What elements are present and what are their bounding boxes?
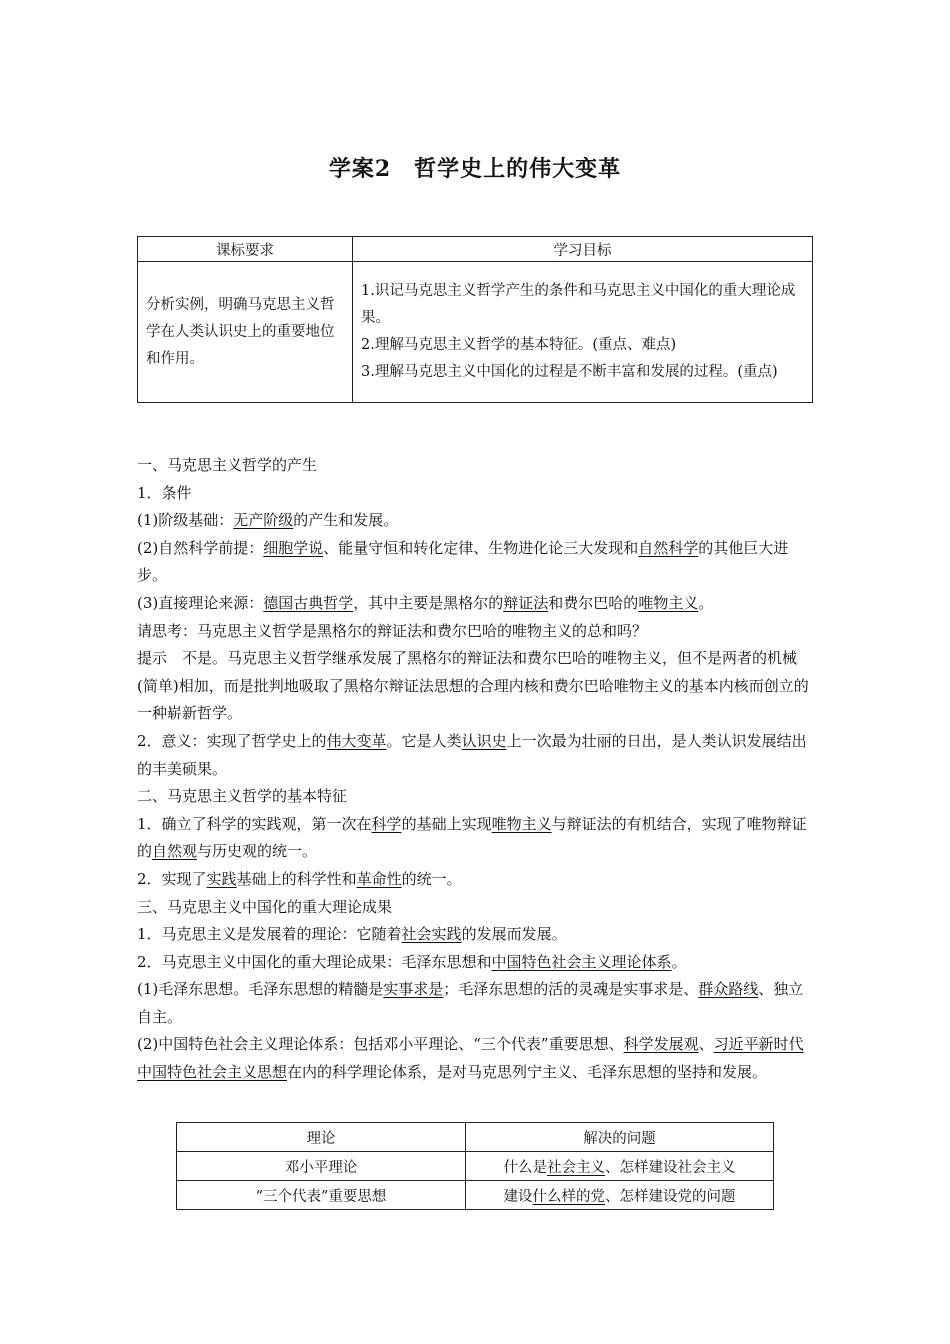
- answer-blank: 辩证法: [503, 593, 549, 612]
- objective-item: 1.识记马克思主义哲学产生的条件和马克思主义中国化的重大理论成果。: [361, 283, 796, 326]
- paragraph: 1．马克思主义是发展着的理论：它随着社会实践的发展而发展。: [137, 925, 567, 944]
- hint: 提示 不是。马克思主义哲学继承发展了黑格尔的辩证法和费尔巴哈的唯物主义，但不是两者的机械(简单)相加，而是批判地吸取了黑格尔辩证法思想的合理内核和费尔巴哈唯物主义的基本内核而创立的一种崭新哲学。: [137, 649, 809, 723]
- answer-blank: 细胞学说: [263, 538, 324, 557]
- table-header: 课标要求: [138, 237, 353, 262]
- paragraph: (1)阶级基础：无产阶级的产生和发展。: [137, 511, 399, 530]
- theory-table: [176, 1122, 774, 1210]
- section-heading: 三、马克思主义中国化的重大理论成果: [137, 897, 393, 916]
- objectives-cell: [353, 262, 813, 403]
- table-header: 解决的问题: [466, 1123, 774, 1152]
- paragraph: 2．意义：实现了哲学史上的伟大变革。它是人类认识史上一次最为壮丽的日出，是人类认识发展结出的丰美硕果。: [137, 731, 807, 778]
- main-content: [137, 452, 817, 1087]
- paragraph: 2．实现了实践基础上的科学性和革命性的统一。: [137, 869, 462, 888]
- paragraph: (2)自然科学前提：细胞学说、能量守恒和转化定律、生物进化论三大发现和自然科学的其他巨大进步。: [137, 538, 789, 585]
- theory-cell: “三个代表”重要思想: [177, 1181, 466, 1210]
- answer-blank: 唯物主义: [491, 814, 552, 833]
- answer-blank: 无产阶级: [233, 511, 294, 530]
- section-heading: 一、马克思主义哲学的产生: [137, 456, 318, 474]
- answer-blank: 科学发展观: [623, 1035, 699, 1054]
- answer-blank: 实事求是: [383, 980, 444, 999]
- answer-blank: 实践: [206, 869, 237, 888]
- paragraph: 2．马克思主义中国化的重大理论成果：毛泽东思想和中国特色社会主义理论体系。: [137, 952, 687, 971]
- requirement-cell: 分析实例，明确马克思主义哲学在人类认识史上的重要地位和作用。: [138, 262, 353, 403]
- answer-blank: 什么样的党: [532, 1188, 605, 1205]
- table-header: 学习目标: [353, 237, 813, 262]
- objective-item: 3.理解马克思主义中国化的过程是不断丰富和发展的过程。(重点): [361, 364, 778, 380]
- problem-cell: 什么是社会主义、怎样建设社会主义: [466, 1152, 774, 1181]
- answer-blank: 社会实践: [401, 925, 462, 944]
- answer-blank: 自然观: [152, 842, 198, 861]
- answer-blank: 中国特色社会主义理论体系: [491, 952, 672, 971]
- answer-blank: 伟大变革: [326, 731, 387, 750]
- answer-blank: 社会主义: [547, 1159, 605, 1176]
- paragraph: 1．确立了科学的实践观，第一次在科学的基础上实现唯物主义与辩证法的有机结合，实现了唯物辩证的自然观与历史观的统一。: [137, 814, 807, 861]
- table-header: 理论: [177, 1123, 466, 1152]
- question: 请思考：马克思主义哲学是黑格尔的辩证法和费尔巴哈的唯物主义的总和吗？: [137, 621, 648, 640]
- answer-blank: 德国古典哲学: [263, 593, 354, 612]
- paragraph: (3)直接理论来源：德国古典哲学，其中主要是黑格尔的辩证法和费尔巴哈的唯物主义。: [137, 593, 714, 612]
- objective-item: 2.理解马克思主义哲学的基本特征。(重点、难点): [361, 337, 677, 353]
- goals-table: [137, 236, 813, 403]
- answer-blank: 科学: [371, 814, 402, 833]
- paragraph: (1)毛泽东思想。毛泽东思想的精髓是实事求是；毛泽东思想的活的灵魂是实事求是、群众路线、独立自主。: [137, 980, 804, 1026]
- answer-blank: 唯物主义: [638, 593, 699, 612]
- answer-blank: 认识史: [461, 731, 507, 750]
- problem-cell: 建设什么样的党、怎样建设党的问题: [466, 1181, 774, 1210]
- page-title: 学案2 哲学史上的伟大变革: [328, 156, 622, 182]
- answer-blank: 群众路线: [698, 980, 759, 999]
- table-row: [177, 1152, 774, 1181]
- paragraph: (2)中国特色社会主义理论体系：包括邓小平理论、“三个代表”重要思想、科学发展观、习近平新时代中国特色社会主义思想在内的科学理论体系，是对马克思列宁主义、毛泽东思想的坚持和发展。: [137, 1035, 804, 1082]
- answer-blank: 革命性: [356, 869, 402, 888]
- subsection-heading: 1．条件: [137, 483, 192, 502]
- answer-blank: 习近平新时代中国特色社会主义思想: [137, 1035, 804, 1082]
- answer-blank: 自然科学: [638, 538, 699, 557]
- theory-cell: 邓小平理论: [177, 1152, 466, 1181]
- table-row: [177, 1181, 774, 1210]
- section-heading: 二、马克思主义哲学的基本特征: [137, 787, 348, 806]
